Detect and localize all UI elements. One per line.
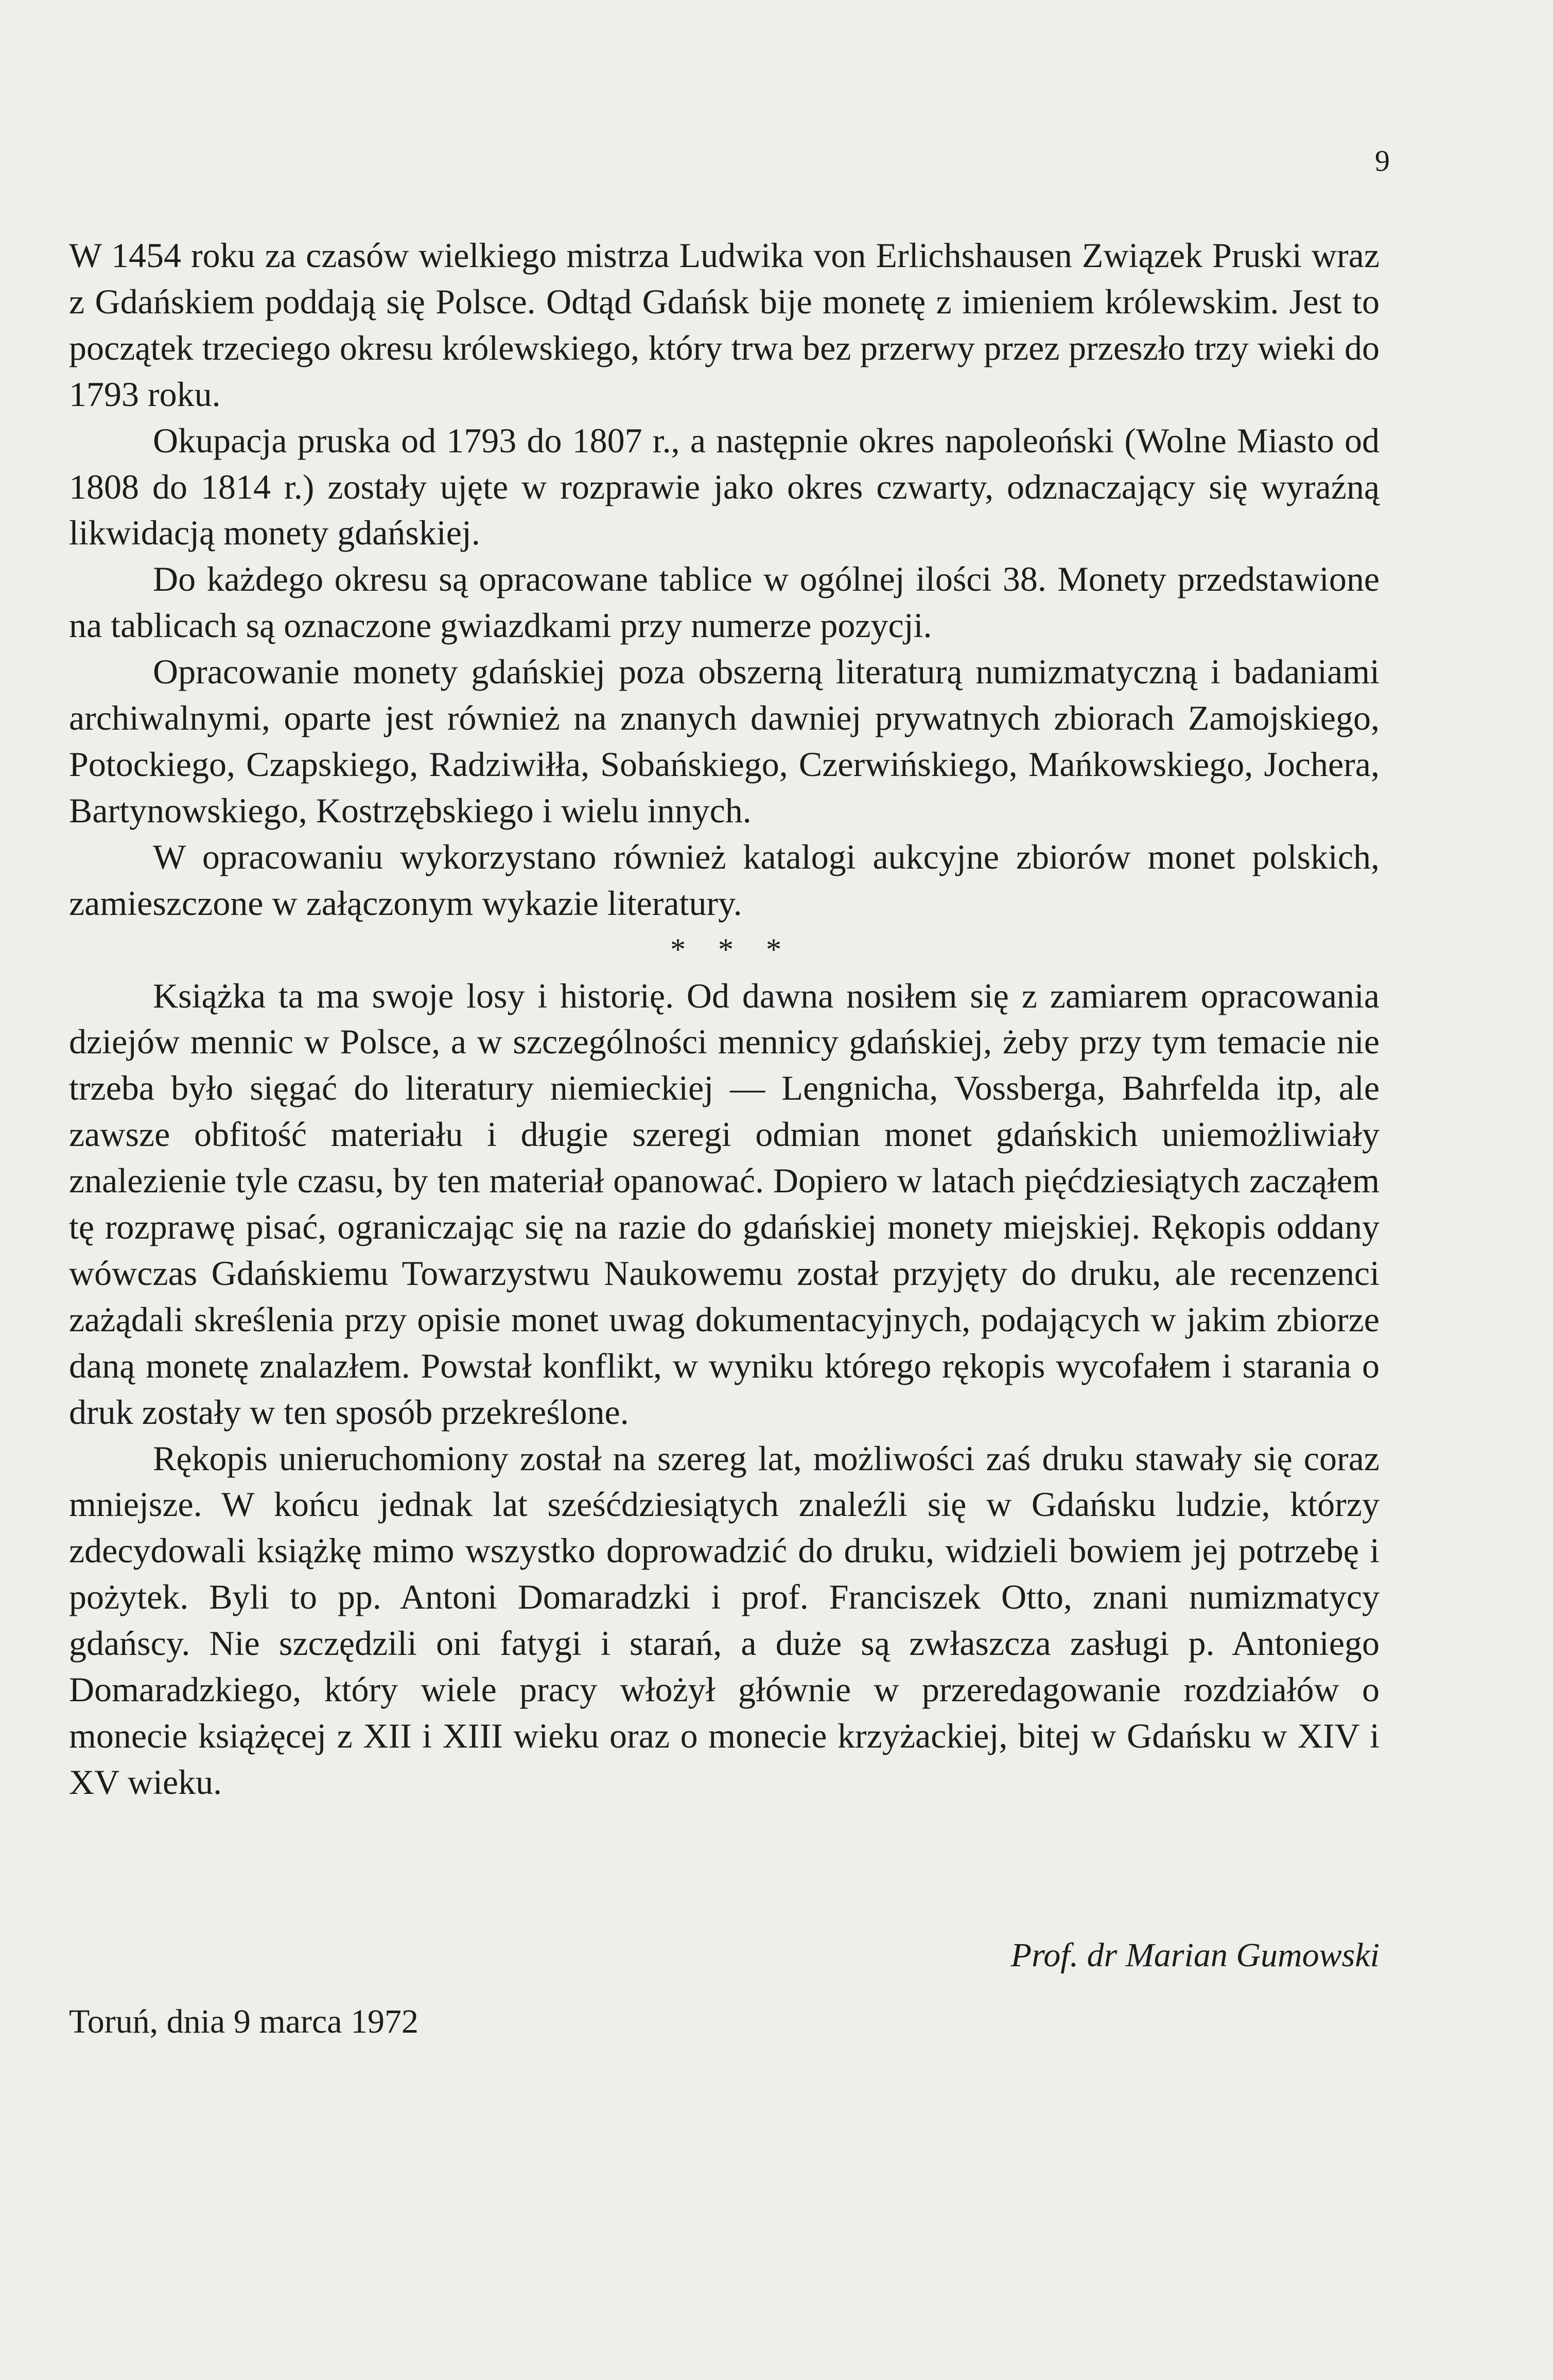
paragraph-5: W opracowaniu wykorzystano również katalogi aukcyjne zbiorów monet polskich, zamieszczone w załączonym wykazie literatury. [69, 837, 1380, 923]
paragraph-6: Książka ta ma swoje losy i historię. Od dawna nosiłem się z zamiarem opracowania dziejów mennic w Polsce, a w szczególności mennicy gdańskiej, żeby przy tym temacie nie trzeba było sięgać do literatury niemieckiej — Lengnicha, Vossberga, Bahrfelda itp, ale zawsze obfitość materiału i długie szeregi odmian monet gdańskich uniemożliwiały znalezienie tyle czasu, by ten materiał opanować. Dopiero w latach pięćdziesiątych zacząłem tę rozprawę pisać, ograniczając się na razie do gdańskiej monety miejskiej. Rękopis oddany wówczas Gdańskiemu Towarzystwu Naukowemu został przyjęty do druku, ale recenzenci zażądali skreślenia przy opisie monet uwag dokumentacyjnych, podających w jakim zbiorze daną monetę znalazłem. Powstał konflikt, w wyniku którego rękopis wycofałem i starania o druk zostały w ten sposób przekreślone. [69, 976, 1380, 1432]
place-and-date: Toruń, dnia 9 marca 1972 [69, 2003, 419, 2040]
paragraph-2: Okupacja pruska od 1793 do 1807 r., a następnie okres napoleoński (Wolne Miasto od 1808 do 1814 r.) zostały ujęte w rozprawie jako okres czwarty, odznaczający się wyraźną likwidacją monety gdańskiej. [69, 420, 1380, 553]
paragraph-1: W 1454 roku za czasów wielkiego mistrza Ludwika von Erlichshausen Związek Pruski wraz z Gdańskiem poddają się Polsce. Odtąd Gdańsk bije monetę z imieniem królewskim. Jest to początek trzeciego okresu królewskiego, który trwa bez przerwy przez przeszło trzy wieki do 1793 roku. [69, 236, 1380, 414]
paragraph-7: Rękopis unieruchomiony został na szereg lat, możliwości zaś druku stawały się coraz mniejsze. W końcu jednak lat sześćdziesiątych znaleźli się w Gdańsku ludzie, którzy zdecydowali książkę mimo wszystko doprowadzić do druku, widzieli bowiem jej potrzebę i pożytek. Byli to pp. Antoni Domaradzki i prof. Franciszek Otto, znani numizmatycy gdańscy. Nie szczędzili oni fatygi i starań, a duże są zwłaszcza zasługi p. Antoniego Domaradzkiego, który wiele pracy włożył głównie w przeredagowanie rozdziałów o monecie książęcej z XII i XIII wieku oraz o monecie krzyżackiej, bitej w Gdańsku w XIV i XV wieku. [69, 1438, 1380, 1802]
paragraph-3: Do każdego okresu są opracowane tablice w ogólnej ilości 38. Monety przedstawione na tablicach są oznaczone gwiazdkami przy numerze pozycji. [69, 559, 1380, 645]
paragraph-1-indented [69, 233, 1380, 418]
page-number: 9 [1375, 144, 1390, 178]
author-signature: Prof. dr Marian Gumowski [1010, 1936, 1380, 1974]
paragraph-4: Opracowanie monety gdańskiej poza obszerną literaturą numizmatyczną i badaniami archiwalnymi, oparte jest również na znanych dawniej prywatnych zbiorach Zamojskiego, Potockiego, Czapskiego, Radziwiłła, Sobańskiego, Czerwińskiego, Mańkowskiego, Jochera, Bartynowskiego, Kostrzębskiego i wielu innych. [69, 652, 1380, 830]
section-separator: * * * [670, 932, 794, 966]
body-text [69, 233, 1380, 1806]
